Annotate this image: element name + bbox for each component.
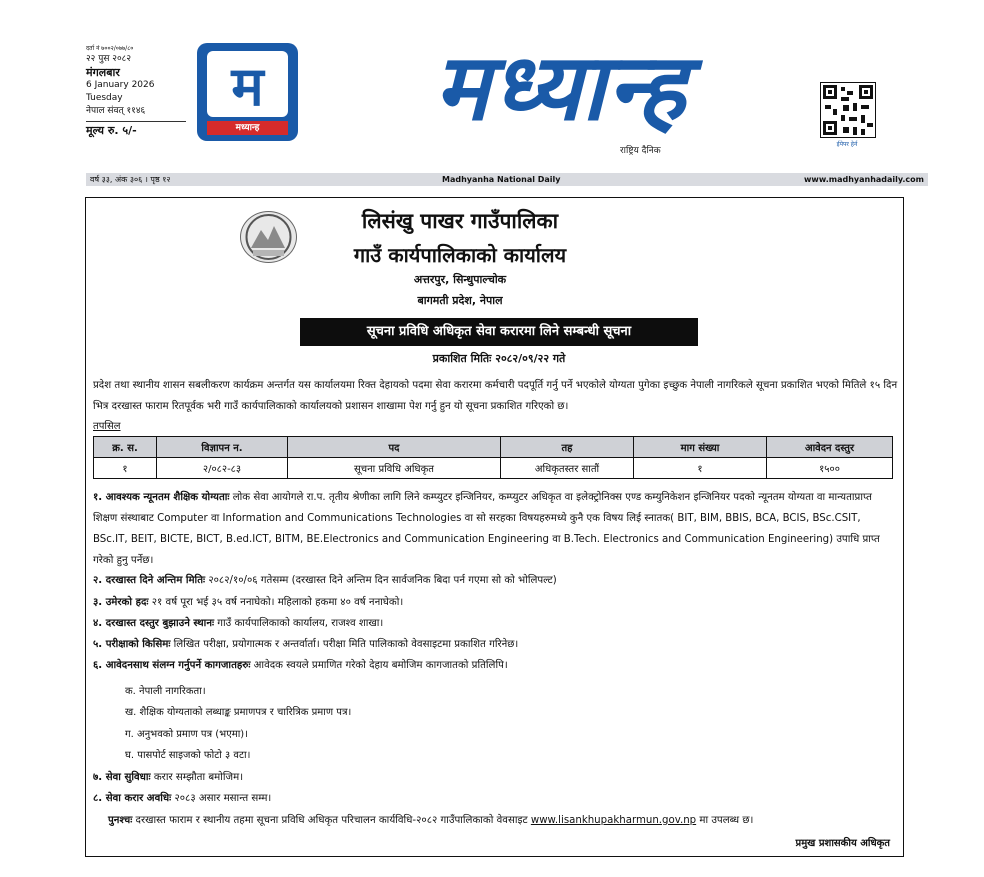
address-line-2: बागमती प्रदेश, नेपाल [417,294,503,307]
masthead-subbar [86,173,928,186]
tapsil-label: तपसिल [93,421,121,432]
table-header: पद [288,437,501,458]
table-header-row [94,437,893,458]
item-text: दरखास्त फाराम र स्थानीय तहमा सूचना प्रविधि अधिकृत परिचालन कार्यविधि-२०८२ गाउँपालिकाको वेवसाइट [132,815,531,826]
item-exam-type [93,634,898,655]
intro-paragraph: प्रदेश तथा स्थानीय शासन सबलीकरण कार्यक्रम अन्तर्गत यस कार्यालयमा रिक्त देहायको पदमा सेवा करारमा कर्मचारी पदपूर्ति गर्नु पर्ने भएकोले योग्यता पुगेका इच्छुक नेपाली नागरिकले सूचना प्रकाशित भएको मितिले १५ दिन भित्र दरखास्त फाराम रितपूर्वक भरी गाउँ कार्यपालिकाको कार्यालयको प्रशासन शाखामा पेश गर्नु हुन यो सूचना प्रकाशित गरिएको छ। [93,380,898,412]
item-label: १. आवश्यक न्यूनतम शैक्षिक योग्यताः [93,492,230,503]
signature: प्रमुख प्रशासकीय अधिकृत [795,838,890,849]
item-documents [93,655,898,676]
document-item: घ. पासपोर्ट साइजको फोटो ३ वटा। [125,750,251,761]
notice-title: सूचना प्रविधि अधिकृत सेवा करारमा लिने सम्बन्धी सूचना [300,318,698,346]
address-line-1: अत्तरपुर, सिन्धुपाल्चोक [413,273,507,286]
table-cell: सूचना प्रविधि अधिकृत [288,458,501,479]
item-label: ७. सेवा सुविधाः [93,772,151,783]
table-header: तह [501,437,634,458]
document-item: क. नेपाली नागरिकता। [125,686,206,697]
issue-info: वर्ष ३३, अंक ३०६ । पृष्ठ १२ [90,175,171,184]
item-label: ८. सेवा करार अवधिः [93,793,172,804]
website[interactable]: www.madhyanhadaily.com [804,175,924,184]
table-row [94,458,893,479]
table-cell: १ [634,458,767,479]
table-cell: १ [94,458,157,479]
municipality-website-link[interactable]: www.lisankhupakharmun.gov.np [530,815,697,826]
emblem-icon [240,211,297,263]
item-label: २. दरखास्त दिने अन्तिम मितिः [93,575,206,586]
qr-label: ईपेपर हेर्न [836,141,858,148]
item-text: २१ वर्ष पूरा भई ३५ वर्ष ननाघेको। महिलाको हकमा ४० वर्ष ननाघेको। [148,597,404,608]
table-header: क्र. स. [94,437,157,458]
vacancy-table [93,436,893,479]
price: मूल्य रु. ५/- [86,121,186,137]
item-label: ३. उमेरको हदः [93,597,149,608]
item-fee-place [93,613,898,634]
document-item: ग. अनुभवको प्रमाण पत्र (भएमा)। [125,729,248,740]
masthead-info [86,44,186,137]
item-label: ६. आवेदनसाथ संलग्न गर्नुपर्ने कागजातहरुः [93,660,251,671]
nepali-day: मंगलबार [86,66,120,79]
nepali-date: २२ पुस २०८२ [86,54,131,64]
nepal-samvat: नेपाल संवत् ११४६ [86,106,146,116]
newspaper-logo[interactable] [197,43,298,141]
office-name: गाउँ कार्यपालिकाको कार्यालय [353,243,567,267]
item-postscript [108,810,898,831]
english-date: 6 January 2026 [86,80,155,90]
tagline: राष्ट्रिय दैनिक [620,146,661,156]
organization-name: लिसंखु पाखर गाउँपालिका [361,209,559,233]
item-text: २०८२/१०/०६ गतेसम्म (दरखास्त दिने अन्तिम दिन सार्वजनिक बिदा पर्न गएमा सो को भोलिपल्ट) [205,575,557,586]
document-item: ख. शैक्षिक योग्यताको लब्धाङ्क प्रमाणपत्र र चारित्रिक प्रमाण पत्र। [125,707,352,718]
registration-number: दर्ता नं ७००२/०७७/८० [86,45,134,52]
item-contract-period [93,788,898,809]
item-qualification [93,487,898,571]
item-label: ४. दरखास्त दस्तुर बुझाउने स्थानः [93,618,215,629]
logo-band: मध्यान्ह [207,121,288,135]
english-day: Tuesday [86,93,123,103]
item-age-limit [93,592,898,613]
item-text: करार सम्झौता बमोजिम। [150,772,244,783]
item-text: लिखित परीक्षा, प्रयोगात्मक र अन्तर्वार्ता। परीक्षा मिति पालिकाको वेवसाइटमा प्रकाशित गरिनेछ। [170,639,519,650]
qr-code-icon[interactable] [820,82,876,138]
table-cell: अधिकृतस्तर सातौं [501,458,634,479]
item-text: २०८३ असार मसान्त सम्म। [171,793,272,804]
logo-letter: म [207,51,288,117]
table-header: विज्ञापन न. [157,437,288,458]
item-text: गाउँ कार्यपालिकाको कार्यालय, राजश्व शाखा। [214,618,384,629]
item-label: पुनश्चः [108,815,133,826]
table-header: माग संख्या [634,437,767,458]
newspaper-title: मध्यान्ह [434,34,688,141]
published-date: प्रकाशित मितिः २०८२/०९/२२ गते [432,352,566,365]
table-header: आवेदन दस्तुर [767,437,893,458]
item-label: ५. परीक्षाको किसिमः [93,639,171,650]
table-cell: १५०० [767,458,893,479]
item-text: लोक सेवा आयोगले रा.प. तृतीय श्रेणीका लागि लिने कम्प्युटर इन्जिनियर, कम्प्युटर अधिकृत वा इलेक्ट्रोनिक्स एण्ड कम्युनिकेशन इन्जिनियर पदको न्यूनतम योग्यता वा मान्यताप्राप्त शिक्षण संस्थाबाट Computer वा Information and Communications Technologies वा सो सरहका विषयहरुमध्ये कुनै एक विषय लिई स्नातक( BIT, BIM, BBIS, BCA, BCIS, BSc.CSIT, BSc.IT, BEIT, BICTE, BICT, B.ed.ICT, BITM, BE.Electronics and Communication Engineering वा B.Tech. Electronics and Communication Engineering) उपाधि प्राप्त गरेको हुनु पर्नेछ। [93,492,880,566]
item-text: मा उपलब्ध छ। [696,815,754,826]
paper-name: Madhyanha National Daily [442,175,561,184]
item-deadline [93,570,898,591]
table-cell: २/०८२-८३ [157,458,288,479]
item-text: आवेदक स्वयले प्रमाणित गरेको देहाय बमोजिम कागजातको प्रतिलिपि। [250,660,508,671]
item-benefits [93,767,898,788]
